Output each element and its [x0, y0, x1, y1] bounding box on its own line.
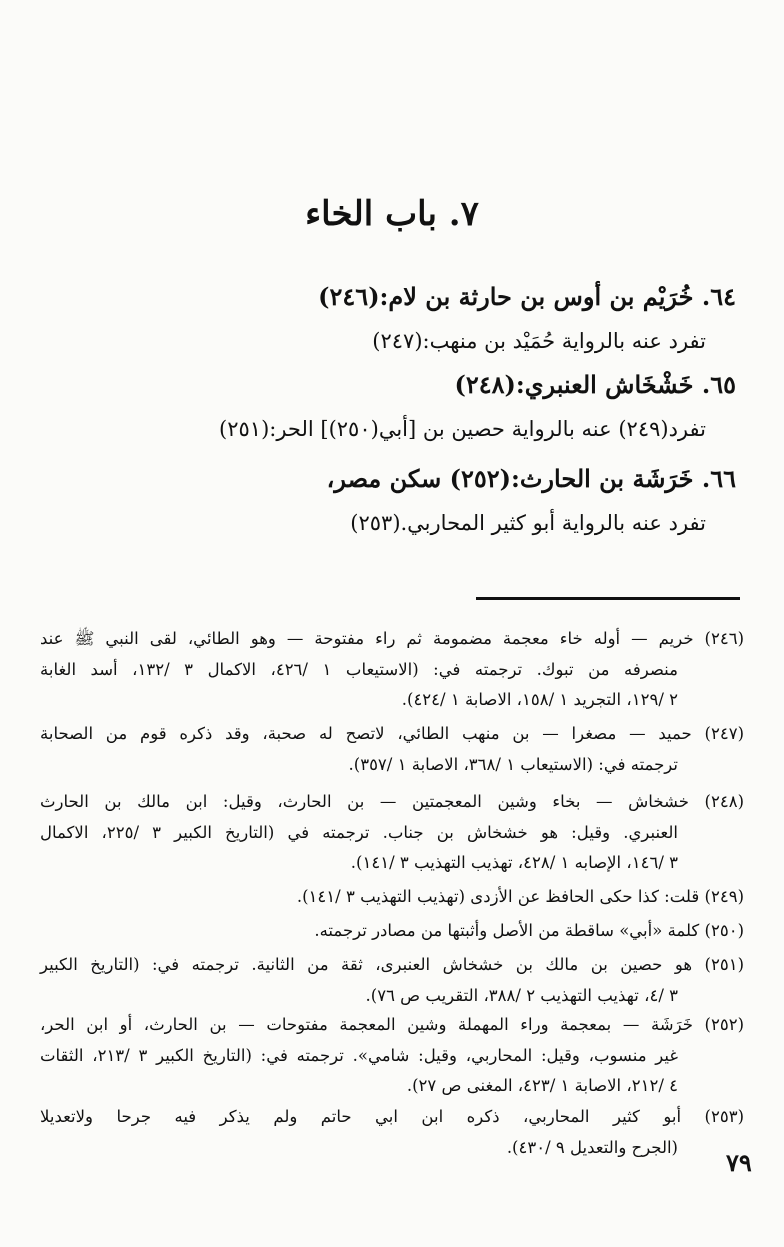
- footnote-line: ٢ /١٢٩، التجريد ١ /١٥٨، الاصابة ١ /٤٢٤).: [401, 690, 678, 709]
- footnote-line: (٢٥١) هو حصين بن مالك بن خشخاش العنبرى، ثقة من الثانية. ترجمته في: (التاريخ الكبير: [40, 955, 744, 974]
- footnote-line: ٣ /٤، تهذيب التهذيب ٢ /٣٨٨، التقريب ص ٧٦).: [365, 985, 678, 1005]
- footnote-line: (٢٥٢) خَرَشَة — بمعجمة وراء المهملة وشين المعجمة مفتوحات — بن الحارث، أو ابن الحر،: [40, 1015, 744, 1034]
- footnote-253: [40, 1102, 744, 1163]
- entry-heading-64: ٦٤. خُرَيْم بن أوس بن حارثة بن لام:(٢٤٦): [318, 282, 736, 311]
- footnote-251: [40, 950, 744, 1011]
- entry-text-65: تفرد(٢٤٩) عنه بالرواية حصين بن [أبي(٢٥٠)] الحر:(٢٥١): [219, 417, 706, 441]
- footnote-line: منصرفه من تبوك. ترجمته في: (الاستيعاب ١ /٤٢٦، الاكمال ٣ /١٣٢، أسد الغابة: [40, 659, 679, 679]
- footnote-line: (٢٥٠) كلمة «أبي» ساقطة من الأصل وأثبتها من مصادر ترجمته.: [314, 921, 744, 940]
- footnote-line: ٤ /٢١٢، الاصابة ١ /٤٢٣، المغنى ص ٢٧).: [406, 1076, 678, 1095]
- footnote-249: [40, 882, 744, 913]
- footnote-247: [40, 719, 744, 780]
- footnote-line: ترجمته في: (الاستيعاب ١ /٣٦٨، الاصابة ١ /٣٥٧).: [348, 754, 678, 774]
- footnote-line: (٢٤٦) خريم — أوله خاء معجمة مضمومة ثم راء مفتوحة — وهو الطائي، لقى النبي ﷺ عند: [40, 629, 744, 648]
- footnote-line: (٢٤٩) قلت: كذا حكى الحافظ عن الأزدى (تهذيب التهذيب ٣ /١٤١).: [296, 887, 744, 906]
- footnote-line: غير منسوب، وقيل: المحاربي، وقيل: شامي». ترجمته في: (التاريخ الكبير ٣ /٢١٣، الثقات: [40, 1045, 678, 1065]
- footnote-line: العنبري. وقيل: هو خشخاش بن جناب. ترجمته في (التاريخ الكبير ٣ /٢٢٥، الاكمال: [40, 822, 678, 842]
- chapter-title: ٧. باب الخاء: [305, 194, 479, 234]
- footnote-line: (٢٤٨) خشخاش — بخاء وشين المعجمتين — بن الحارث، وقيل: ابن مالك بن الحارث: [40, 792, 744, 811]
- entry-text-64: تفرد عنه بالرواية حُمَيْد بن منهب:(٢٤٧): [372, 329, 706, 353]
- footnote-252: [40, 1010, 744, 1102]
- entry-heading-65: ٦٥. خَشْخَاش العنبري:(٢٤٨): [454, 370, 736, 399]
- footnote-248: [40, 787, 744, 879]
- footnote-divider: [476, 597, 740, 600]
- entry-heading-66: ٦٦. خَرَشَة بن الحارث:(٢٥٢) سكن مصر،: [326, 464, 736, 493]
- footnote-250: [40, 916, 744, 947]
- footnote-line: ٣ /١٤٦، الإصابه ١ /٤٢٨، تهذيب التهذيب ٣ /١٤١).: [350, 853, 678, 872]
- page-number: ٧٩: [726, 1148, 752, 1177]
- footnote-246: [40, 624, 744, 716]
- footnote-line: (الجرح والتعديل ٩ /٤٣٠).: [506, 1137, 678, 1157]
- footnote-line: (٢٤٧) حميد — مصغرا — بن منهب الطائي، لاتصح له صحبة، وقد ذكره قوم من الصحابة: [40, 724, 744, 743]
- footnote-line: (٢٥٣) أبو كثير المحاربي، ذكره ابن ابي حاتم ولم يذكر فيه جرحا ولاتعديلا: [40, 1107, 744, 1126]
- entry-text-66: تفرد عنه بالرواية أبو كثير المحاربي.(٢٥٣): [350, 511, 706, 535]
